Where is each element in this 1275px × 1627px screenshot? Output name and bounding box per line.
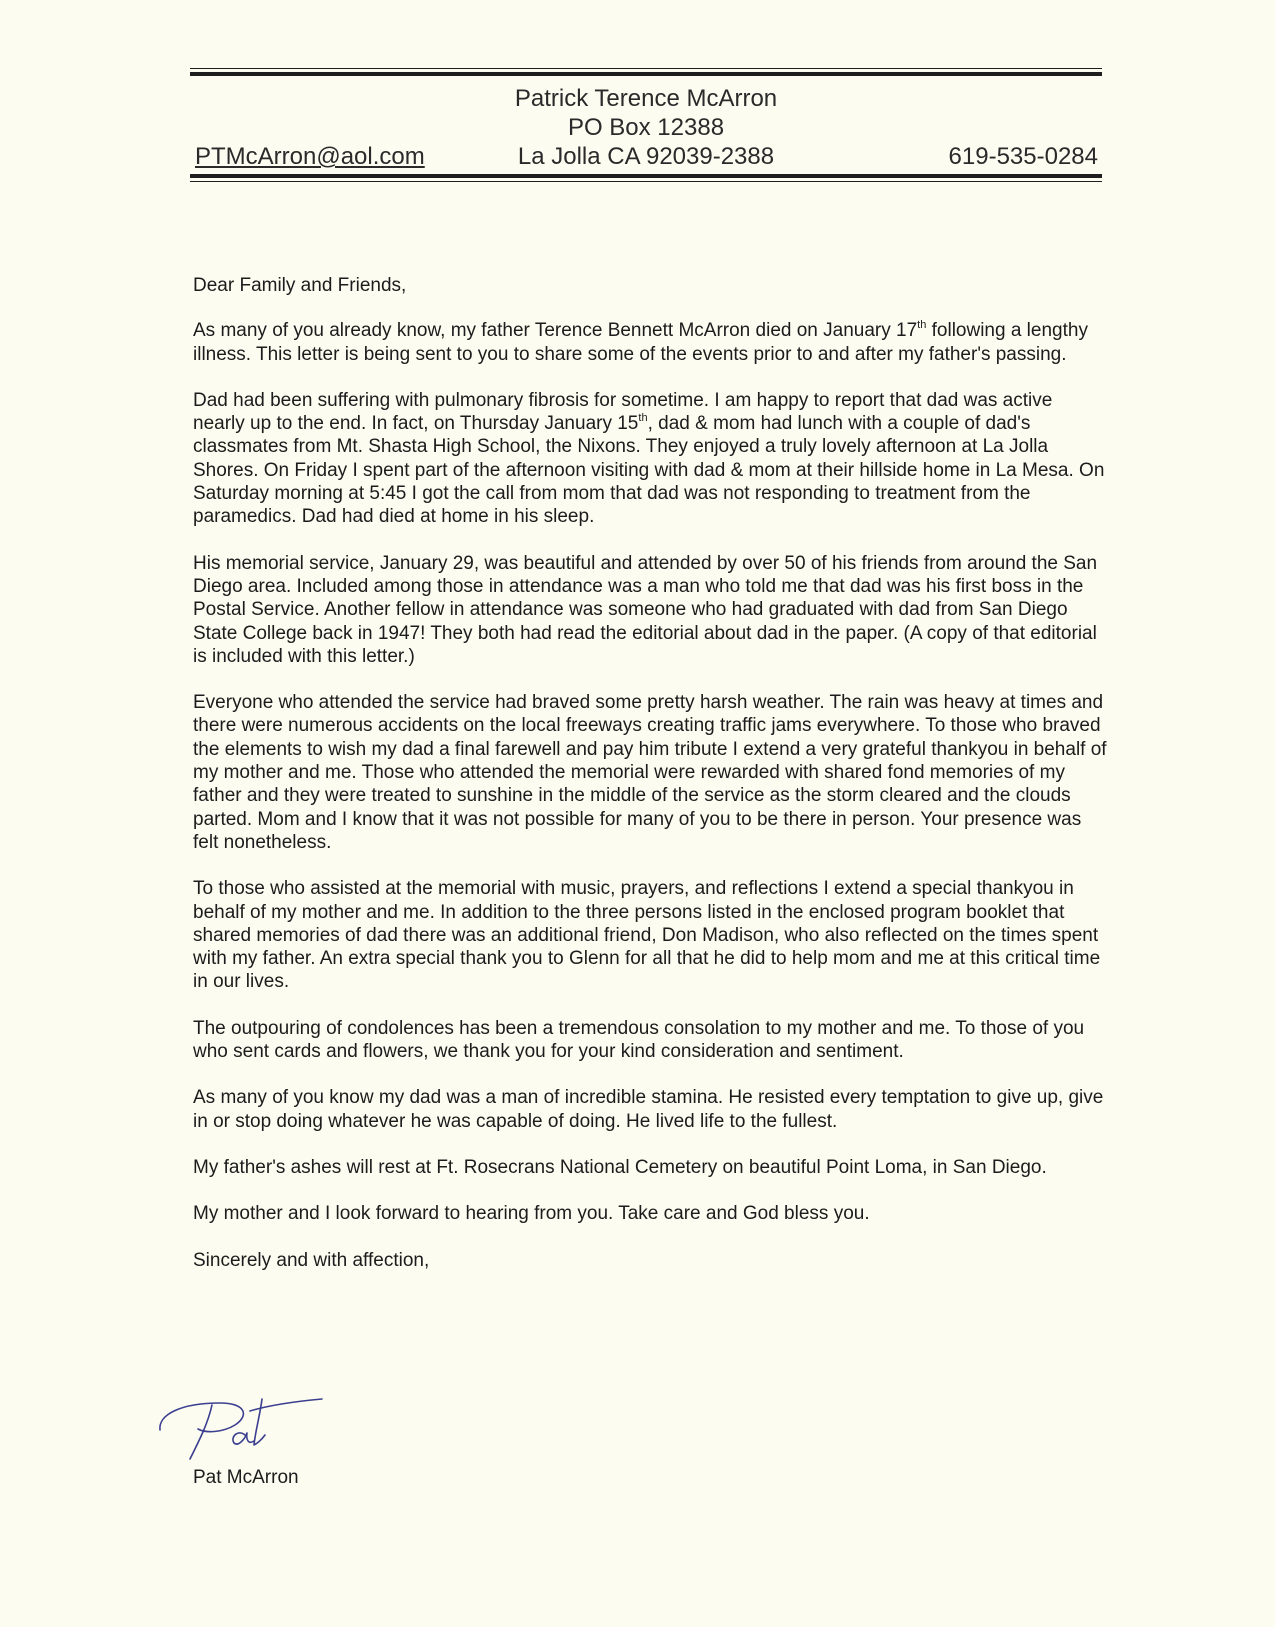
letterhead xyxy=(190,68,1102,182)
ordinal-suffix: th xyxy=(917,319,927,332)
city-line: La Jolla CA 92039-2388 xyxy=(517,143,775,170)
paragraph-2 xyxy=(193,389,1108,529)
paragraph-5: To those who assisted at the memorial with music, prayers, and reflections I extend a special thankyou in behalf of my mother and me. In addition to the three persons listed in the enclosed program booklet that shared memories of dad there was an additional friend, Don Madison, who also reflected on the times spent with my father. An extra special thank you to Glenn for all that he did to help mom and me at this critical time in our lives. xyxy=(193,878,1101,993)
ordinal-suffix: th xyxy=(638,412,648,425)
paragraph-2-text-a: Dad had been suffering with pulmonary fibrosis for sometime. I am happy to report that dad was active nearly up to the end. In fact, on Thursday January 15 xyxy=(193,389,1053,435)
handwritten-signature xyxy=(150,1375,350,1465)
paragraph-1-text-b: following a lengthy illness. This letter is being sent to you to share some of the events prior to and after my father's passing. xyxy=(193,320,1088,365)
paragraph-9: My mother and I look forward to hearing from you. Take care and God bless you. xyxy=(193,1203,870,1225)
paragraph-7: As many of you know my dad was a man of incredible stamina. He resisted every temptation to give up, give in or stop doing whatever he was capable of doing. He lived life to the fullest. xyxy=(193,1087,1104,1132)
closing: Sincerely and with affection, xyxy=(193,1249,430,1271)
paragraph-1 xyxy=(193,319,1108,366)
paragraph-6: The outpouring of condolences has been a tremendous consolation to my mother and me. To those of you who sent cards and flowers, we thank you for your kind consideration and sentiment. xyxy=(193,1017,1085,1063)
bottom-rule-thin xyxy=(190,181,1102,182)
bottom-rule xyxy=(190,174,1102,178)
letter-body xyxy=(193,274,1108,1295)
paragraph-1-text-a: As many of you already know, my father Terence Bennett McArron died on January 17 xyxy=(193,320,918,342)
salutation: Dear Family and Friends, xyxy=(193,275,407,296)
letterhead-body xyxy=(190,76,1102,174)
paragraph-3: His memorial service, January 29, was beautiful and attended by over 50 of his friends from around the San Diego area. Included among those in attendance was a man who told me that dad was his first boss in the Postal Service. Another fellow in attendance was someone who had graduated with dad from San Diego State College back in 1947! They both had read the editorial about dad in the paper. (A copy of that editorial is included with this letter.) xyxy=(193,552,1098,667)
po-box: PO Box 12388 xyxy=(567,114,725,141)
email-address: PTMcArron@aol.com xyxy=(195,143,425,170)
signer-name: Pat McArron xyxy=(193,1467,299,1488)
phone-number: 619-535-0284 xyxy=(948,143,1098,170)
paragraph-2-text-b: , dad & mom had lunch with a couple of dad's classmates from Mt. Shasta High School, the Nixons. They enjoyed a truly lovely afternoon at La Jolla Shores. On Friday I spent part of the afternoon visiting with dad & mom at their hillside home in La Mesa. On Saturday morning at 5:45 I got the call from mom that dad was not responding to treatment from the paramedics. Dad had died at home in his sleep. xyxy=(193,413,1105,528)
paragraph-8: My father's ashes will rest at Ft. Rosecrans National Cemetery on beautiful Point Loma, in San Diego. xyxy=(193,1156,1047,1178)
paragraph-4: Everyone who attended the service had braved some pretty harsh weather. The rain was heavy at times and there were numerous accidents on the local freeways creating traffic jams everywhere. To those who braved the elements to wish my dad a final farewell and pay him tribute I extend a very grateful thankyou in behalf of my mother and me. Those who attended the memorial were rewarded with shared fond memories of my father and they were treated to sunshine in the middle of the service as the storm cleared and the clouds parted. Mom and I know that it was not possible for many of you to be there in person. Your presence was felt nonetheless. xyxy=(193,692,1107,853)
sender-name: Patrick Terence McArron xyxy=(514,85,778,112)
top-rule-thin xyxy=(190,68,1102,69)
